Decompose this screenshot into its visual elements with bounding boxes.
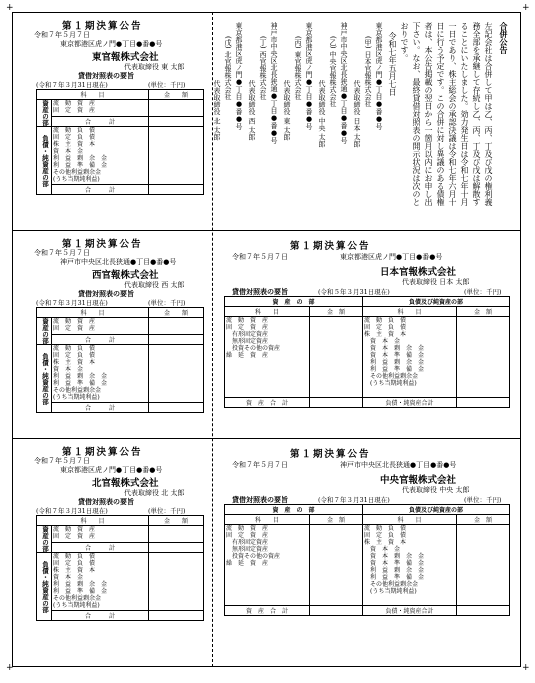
amount-cell — [149, 611, 204, 621]
liabilities-label: 負債・純資産の部 — [37, 553, 52, 621]
asset-item: 固 定 資 産 — [226, 532, 269, 539]
asset-item: 投資その他の資産 — [226, 345, 281, 352]
amount-cell — [310, 606, 363, 616]
asset-item: 流 動 資 産 — [226, 317, 269, 324]
divider — [12, 438, 521, 439]
liability-item: 利 益 剰 余 金 — [53, 373, 108, 380]
liability-items — [52, 345, 149, 403]
merger-company: 神戸市中央区北長狭通●丁目●番●号 (乙) 中央官報株式会社 代表取締役 中央 太郎 — [318, 22, 348, 148]
liability-item: 株 主 資 本 — [364, 539, 407, 546]
merger-company: 東京都港区虎ノ門●丁目●番●号 (戊) 北官報株式会社 代表取締役 北 太郎 — [213, 22, 243, 141]
liabilities-header: 負債及び純資産の部 — [363, 505, 510, 515]
assets-header: 資 産 の 部 — [225, 297, 363, 307]
representative: 代表取締役 北 太郎 — [124, 489, 185, 497]
notice-title: 第１期決算公告 — [290, 449, 371, 460]
liability-item: その他利益剰余金 — [53, 595, 102, 602]
liability-item: 固 定 負 債 — [364, 532, 407, 539]
crop-mark-top-left: + — [6, 3, 14, 13]
liability-item: 資 本 金 — [364, 338, 401, 345]
company-name: 日本官報株式会社 — [380, 267, 457, 278]
assets-label: 資産の部 — [37, 526, 52, 553]
liability-item: 資 本 剰 余 金 — [364, 345, 425, 352]
asset-item: 投資その他の資産 — [226, 553, 281, 560]
notice-date: 令和７年５月７日 — [232, 461, 288, 469]
asset-item: 固 定 資 産 — [226, 324, 269, 331]
liability-item: 流 動 負 債 — [53, 127, 96, 134]
col-amount: 金 額 — [149, 90, 204, 100]
merger-heading: 合併公告 — [499, 22, 509, 54]
liability-item: その他利益剰余金 — [53, 169, 102, 176]
unit-label: (単位：千円) — [464, 496, 502, 504]
notice-address: 神戸市中央区北長狭通●丁目●番●号 — [340, 461, 457, 469]
amount-cell — [310, 398, 363, 408]
total-label: 合 計 — [52, 335, 149, 345]
col-item: 科 目 — [363, 515, 457, 525]
col-item: 科 目 — [225, 307, 310, 317]
amount-cell — [149, 335, 204, 345]
unit-label: (単位：千円) — [148, 507, 186, 515]
liability-item: 固 定 負 債 — [364, 324, 407, 331]
liabilities-label: 負債・純資産の部 — [37, 127, 52, 195]
asset-item: 繰 延 資 産 — [226, 560, 269, 567]
as-of-date: (令和５年３月31日現在) — [318, 288, 390, 296]
asset-item: 有形固定資産 — [226, 539, 269, 546]
amount-cell — [457, 398, 510, 408]
liability-item: 利 益 剰 余 金 — [364, 567, 425, 574]
crop-mark-bottom-right: + — [522, 663, 530, 673]
crop-mark-bottom-left: + — [6, 663, 14, 673]
asset-item: 固 定 資 産 — [53, 107, 96, 114]
liability-items — [52, 127, 149, 185]
merger-body: 左記会社は合併して甲は乙、丙、丁及び戊の権利義務全部を承継して存続し乙、丙、丁及び戊は解散することにいたしました。効力発生日は令和七年十月一日であり、株主総会の承認決議は令和七年六月十日に行う予定です。この合併に対し異議のある債権者は、本公告掲載の翌日から一箇月以内にお申し出下さい。なお、最終貸借対照表の開示状況は次のとおりです。 — [400, 22, 493, 206]
amount-cell — [149, 117, 204, 127]
amount-cell — [149, 403, 204, 413]
crop-mark-top-right: + — [522, 3, 530, 13]
as-of-date: (令和７年３月31日現在) — [36, 299, 108, 307]
liability-item: 株 主 資 本 — [53, 141, 96, 148]
unit-label: (単位：千円) — [148, 81, 186, 89]
assets-items — [52, 318, 149, 335]
merger-company: 東京都港区虎ノ門●丁目●番●号 (丙) 東官報株式会社 代表取締役 東 太郎 — [283, 22, 313, 141]
liability-item: 利 益 準 備 金 — [364, 574, 425, 581]
amount-cell — [457, 525, 510, 606]
liability-item: 固 定 負 債 — [53, 134, 96, 141]
amount-cell — [149, 345, 204, 403]
col-item: 科 目 — [37, 308, 149, 318]
merger-company: 東京都港区虎ノ門●丁目●番●号 (甲) 日本官報株式会社 代表取締役 日本 太郎 — [353, 22, 383, 148]
liability-item: 流 動 負 債 — [364, 525, 407, 532]
representative: 代表取締役 東 太郎 — [124, 63, 185, 71]
merger-companies — [213, 22, 384, 212]
col-item: 科 目 — [37, 516, 149, 526]
col-amount: 金 額 — [310, 515, 363, 525]
amount-cell — [310, 525, 363, 606]
liability-item: 資 本 金 — [53, 574, 84, 581]
balance-sheet-title: 貸借対照表の要旨 — [232, 287, 288, 296]
amount-cell — [149, 543, 204, 553]
notice-address: 東京都港区虎ノ門●丁目●番●号 — [340, 253, 443, 261]
total-label: 合 計 — [52, 117, 149, 127]
unit-label: (単位：千円) — [464, 288, 502, 296]
balance-sheet-title: 貸借対照表の要旨 — [232, 495, 288, 504]
liability-items — [363, 317, 457, 398]
amount-cell — [457, 606, 510, 616]
liabilities-total: 負債・純資産合計 — [363, 606, 457, 616]
notice-address: 東京都港区虎ノ門●丁目●番●号 — [60, 40, 163, 48]
assets-header: 資 産 の 部 — [225, 505, 363, 515]
representative: 代表取締役 西 太郎 — [124, 281, 185, 289]
asset-item: 有形固定資産 — [226, 331, 269, 338]
liability-item: 株 主 資 本 — [53, 359, 96, 366]
balance-sheet-table — [224, 296, 510, 408]
company-name: 中央官報株式会社 — [380, 475, 457, 486]
as-of-date: (令和７年３月31日現在) — [36, 81, 108, 89]
amount-cell — [149, 100, 204, 117]
asset-item: 固 定 資 産 — [53, 325, 96, 332]
liability-item: 固 定 負 債 — [53, 352, 96, 359]
amount-cell — [310, 317, 363, 398]
asset-item: 流 動 資 産 — [53, 526, 96, 533]
total-label: 合 計 — [52, 403, 149, 413]
liability-item: 利 益 準 備 金 — [53, 380, 108, 387]
asset-item: 無形固定資産 — [226, 338, 269, 345]
col-item: 科 目 — [225, 515, 310, 525]
balance-sheet-table — [36, 307, 204, 413]
liability-item: 流 動 負 債 — [364, 317, 407, 324]
balance-sheet-table — [36, 89, 204, 195]
col-amount: 金 額 — [310, 307, 363, 317]
liabilities-label: 負債・純資産の部 — [37, 345, 52, 413]
liability-item: 利 益 剰 余 金 — [53, 581, 108, 588]
amount-cell — [457, 317, 510, 398]
liability-item: (うち当期純利益) — [364, 588, 417, 595]
assets-label: 資産の部 — [37, 318, 52, 345]
balance-sheet-title: 貸借対照表の要旨 — [78, 497, 134, 506]
liability-item: (うち当期純利益) — [364, 380, 417, 387]
liability-item: 資 本 準 備 金 — [364, 560, 425, 567]
col-amount: 金 額 — [149, 516, 204, 526]
unit-label: (単位：千円) — [148, 299, 186, 307]
representative: 代表取締役 日本 太郎 — [402, 278, 470, 286]
liability-items — [52, 553, 149, 611]
assets-items — [52, 526, 149, 543]
company-name: 東官報株式会社 — [92, 52, 159, 63]
liability-item: 資 本 金 — [53, 366, 84, 373]
notice-title: 第１期決算公告 — [62, 239, 143, 250]
liability-item: その他利益剰余金 — [364, 373, 419, 380]
company-name: 西官報株式会社 — [92, 270, 159, 281]
liability-item: 利 益 剰 余 金 — [364, 359, 425, 366]
assets-items — [225, 525, 310, 606]
liability-item: 固 定 負 債 — [53, 560, 96, 567]
asset-item: 無形固定資産 — [226, 546, 269, 553]
amount-cell — [149, 553, 204, 611]
notice-date: 令和７年５月７日 — [232, 253, 288, 261]
liability-item: 利 益 剰 余 金 — [53, 155, 108, 162]
liabilities-header: 負債及び純資産の部 — [363, 297, 510, 307]
liability-item: 株 主 資 本 — [364, 331, 407, 338]
amount-cell — [149, 127, 204, 185]
liability-item: 利 益 準 備 金 — [53, 588, 108, 595]
liability-item: 資 本 金 — [364, 546, 401, 553]
amount-cell — [149, 526, 204, 543]
assets-total: 資 産 合 計 — [225, 606, 310, 616]
divider — [12, 230, 521, 231]
notice-address: 東京都港区虎ノ門●丁目●番●号 — [60, 466, 163, 474]
col-amount: 金 額 — [149, 308, 204, 318]
asset-item: 繰 延 資 産 — [226, 352, 269, 359]
merger-company: 神戸市中央区北長狭通●丁目●番●号 (丁) 西官報株式会社 代表取締役 西 太郎 — [248, 22, 278, 144]
total-label: 合 計 — [52, 543, 149, 553]
notice-title: 第１期決算公告 — [62, 447, 143, 458]
notice-date: 令和７年５月７日 — [34, 457, 90, 465]
asset-item: 流 動 資 産 — [53, 100, 96, 107]
balance-sheet-title: 貸借対照表の要旨 — [78, 71, 134, 80]
balance-sheet-table — [224, 504, 510, 616]
assets-total: 資 産 合 計 — [225, 398, 310, 408]
assets-items — [52, 100, 149, 117]
asset-item: 固 定 資 産 — [53, 533, 96, 540]
liabilities-total: 負債・純資産合計 — [363, 398, 457, 408]
liability-item: 資 本 金 — [53, 148, 84, 155]
merger-date: 令和七年五月七日 — [388, 32, 397, 96]
liability-item: (うち当期純利益) — [53, 602, 100, 609]
amount-cell — [149, 185, 204, 195]
liability-item: 利 益 準 備 金 — [364, 366, 425, 373]
representative: 代表取締役 中央 太郎 — [402, 486, 470, 494]
liability-item: 資 本 剰 余 金 — [364, 553, 425, 560]
balance-sheet-table — [36, 515, 204, 621]
col-amount: 金 額 — [457, 515, 510, 525]
notice-title: 第１期決算公告 — [290, 241, 371, 252]
balance-sheet-title: 貸借対照表の要旨 — [78, 289, 134, 298]
liability-item: 資 本 準 備 金 — [364, 352, 425, 359]
amount-cell — [149, 318, 204, 335]
notice-title: 第１期決算公告 — [62, 21, 143, 32]
liability-item: (うち当期純利益) — [53, 176, 100, 183]
liability-items — [363, 525, 457, 606]
as-of-date: (令和７年３月31日現在) — [318, 496, 390, 504]
liability-item: 流 動 負 債 — [53, 553, 96, 560]
notice-address: 神戸市中央区北長狭通●丁目●番●号 — [60, 258, 177, 266]
total-label: 合 計 — [52, 611, 149, 621]
as-of-date: (令和７年３月31日現在) — [36, 507, 108, 515]
liability-item: その他利益剰余金 — [53, 387, 102, 394]
liability-item: 流 動 負 債 — [53, 345, 96, 352]
liability-item: (うち当期純利益) — [53, 394, 100, 401]
asset-item: 流 動 資 産 — [53, 318, 96, 325]
col-amount: 金 額 — [457, 307, 510, 317]
assets-label: 資産の部 — [37, 100, 52, 127]
liability-item: 株 主 資 本 — [53, 567, 96, 574]
notice-date: 令和７年５月７日 — [34, 31, 90, 39]
assets-items — [225, 317, 310, 398]
notice-date: 令和７年５月７日 — [34, 249, 90, 257]
liability-item: 利 益 準 備 金 — [53, 162, 108, 169]
company-name: 北官報株式会社 — [92, 478, 159, 489]
col-item: 科 目 — [37, 90, 149, 100]
asset-item: 流 動 資 産 — [226, 525, 269, 532]
col-item: 科 目 — [363, 307, 457, 317]
total-label: 合 計 — [52, 185, 149, 195]
liability-item: その他利益剰余金 — [364, 581, 419, 588]
